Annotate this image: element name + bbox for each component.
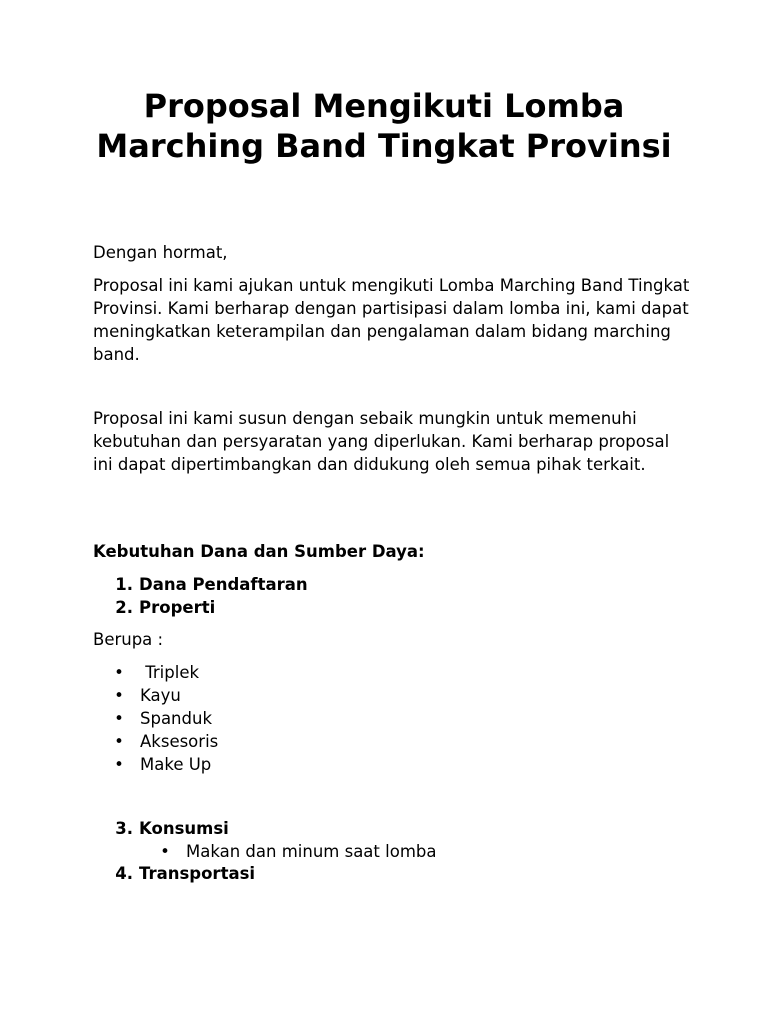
list-item <box>110 707 218 730</box>
list-item-dana-pendaftaran <box>93 573 308 596</box>
closing-paragraph: Proposal ini kami susun dengan sebaik mungkin untuk memenuhi kebutuhan dan persyaratan yang diperlukan. Kami berharap proposal ini dapat dipertimbangkan dan didukung oleh semua pihak terkait. <box>93 409 670 474</box>
list-item <box>110 661 218 684</box>
list-item-properti <box>93 596 308 619</box>
konsumsi-bullet-list <box>156 840 436 863</box>
list-item-text: Triplek <box>140 663 200 682</box>
list-item-text: Aksesoris <box>140 732 219 751</box>
bullet-icon: • <box>114 663 124 682</box>
list-item-label: Transportasi <box>139 864 256 883</box>
list-item <box>110 730 218 753</box>
properti-bullet-list <box>110 661 218 776</box>
list-item-text: Makan dan minum saat lomba <box>186 842 437 861</box>
bullet-icon: • <box>160 842 170 861</box>
greeting-text: Dengan hormat, <box>93 243 228 262</box>
list-number: 2. <box>115 598 133 617</box>
list-number: 3. <box>115 819 133 838</box>
bullet-icon: • <box>114 732 124 751</box>
berupa-label: Berupa : <box>93 630 164 649</box>
list-item-text: Spanduk <box>140 709 213 728</box>
list-item-transportasi <box>93 862 255 885</box>
list-item-label: Dana Pendaftaran <box>139 575 308 594</box>
list-number: 4. <box>115 864 133 883</box>
section-heading: Kebutuhan Dana dan Sumber Daya: <box>93 542 425 561</box>
list-item <box>110 753 218 776</box>
needs-list-item-3 <box>93 817 229 840</box>
needs-list-item-4 <box>93 862 255 885</box>
list-item-text: Kayu <box>140 686 181 705</box>
list-item-label: Properti <box>139 598 216 617</box>
bullet-icon: • <box>114 755 124 774</box>
intro-paragraph: Proposal ini kami ajukan untuk mengikuti Lomba Marching Band Tingkat Provinsi. Kami berharap dengan partisipasi dalam lomba ini, kami dapat meningkatkan keterampilan dan pengalaman dalam bidang marching band. <box>93 276 690 364</box>
bullet-icon: • <box>114 709 124 728</box>
list-item <box>110 684 218 707</box>
list-item-konsumsi <box>93 817 229 840</box>
list-item-label: Konsumsi <box>139 819 229 838</box>
document-title: Proposal Mengikuti Lomba Marching Band Tingkat Provinsi <box>96 87 672 165</box>
list-item <box>156 840 436 863</box>
needs-list-part-1 <box>93 573 308 619</box>
list-item-text: Make Up <box>140 755 212 774</box>
list-number: 1. <box>115 575 133 594</box>
bullet-icon: • <box>114 686 124 705</box>
